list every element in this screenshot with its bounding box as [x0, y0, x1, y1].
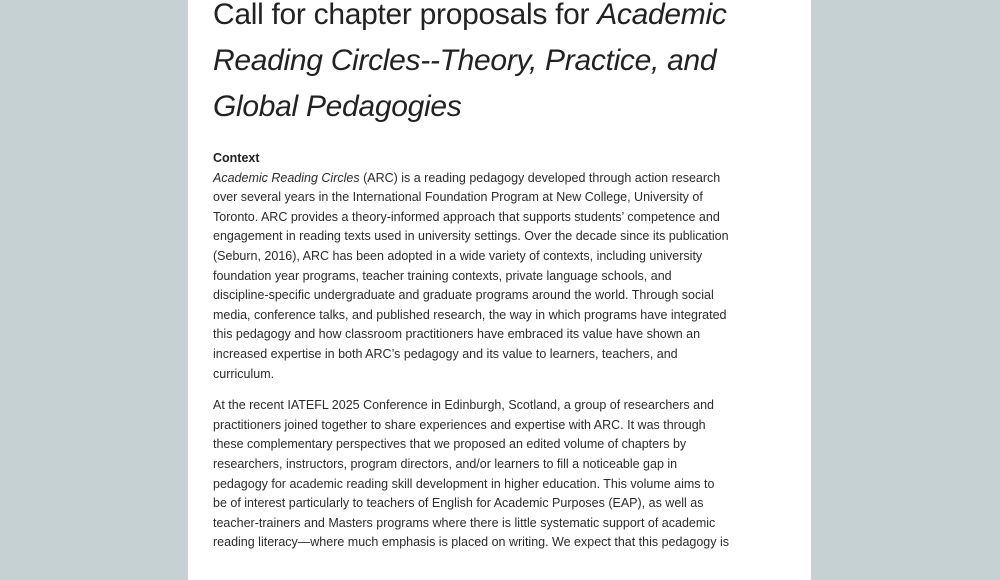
paragraph-line: curriculum. [213, 366, 275, 381]
paragraph-line: foundation year programs, teacher training contexts, private language schools, and [213, 268, 672, 283]
paragraph-line: over several years in the International Foundation Program at New College, University of [213, 190, 703, 205]
paragraph-line: discipline-specific undergraduate and graduate programs around the world. Through social [213, 288, 714, 303]
arc-book-title: Academic Reading Circles [213, 170, 360, 185]
paragraph-line: Toronto. ARC provides a theory-informed approach that supports students’ competence and [213, 209, 720, 224]
context-heading: Context [213, 151, 260, 165]
paragraph-line: media, conference talks, and published research, the way in which programs have integrated [213, 307, 727, 322]
paragraph-line: engagement in reading texts used in university settings. Over the decade since its publication [213, 229, 729, 244]
title-line-1 [213, 0, 727, 31]
paragraph-line: pedagogy for academic reading skill development in higher education. This volume aims to [213, 476, 715, 491]
paragraph-line: (Seburn, 2016), ARC has been adopted in a wide variety of contexts, including university [213, 248, 703, 263]
context-paragraph-2 [213, 396, 785, 553]
document-page [188, 0, 811, 580]
document-title [213, 0, 785, 130]
paragraph-line: At the recent IATEFL 2025 Conference in Edinburgh, Scotland, a group of researchers and [213, 398, 714, 413]
paragraph-line: be of interest particularly to teachers of English for Academic Purposes (EAP), as well as [213, 496, 704, 511]
paragraph-line: these complementary perspectives that we proposed an edited volume of chapters by [213, 437, 687, 452]
title-regular-text: Call for chapter proposals for [213, 0, 598, 31]
paragraph-line: increased expertise in both ARC’s pedagogy and its value to learners, teachers, and [213, 346, 678, 361]
context-paragraph-1 [213, 169, 785, 385]
title-italic-text: Academic [597, 0, 727, 31]
paragraph-line [213, 169, 785, 189]
title-line-2: Reading Circles--Theory, Practice, and [213, 44, 717, 77]
paragraph-line: practitioners joined together to share experiences and expertise with ARC. It was through [213, 417, 706, 432]
paragraph-line: teacher-trainers and Masters programs where there is little systematic support of academic [213, 515, 716, 530]
paragraph-line: this pedagogy and how classroom practitioners have embraced its value have shown an [213, 327, 701, 342]
paragraph-line: researchers, instructors, program directors, and/or learners to fill a noticeable gap in [213, 456, 678, 471]
title-line-3: Global Pedagogies [213, 90, 462, 123]
paragraph-text: (ARC) is a reading pedagogy developed through action research [359, 170, 721, 185]
paragraph-line: reading literacy—where much emphasis is placed on writing. We expect that this pedagogy is [213, 535, 730, 550]
